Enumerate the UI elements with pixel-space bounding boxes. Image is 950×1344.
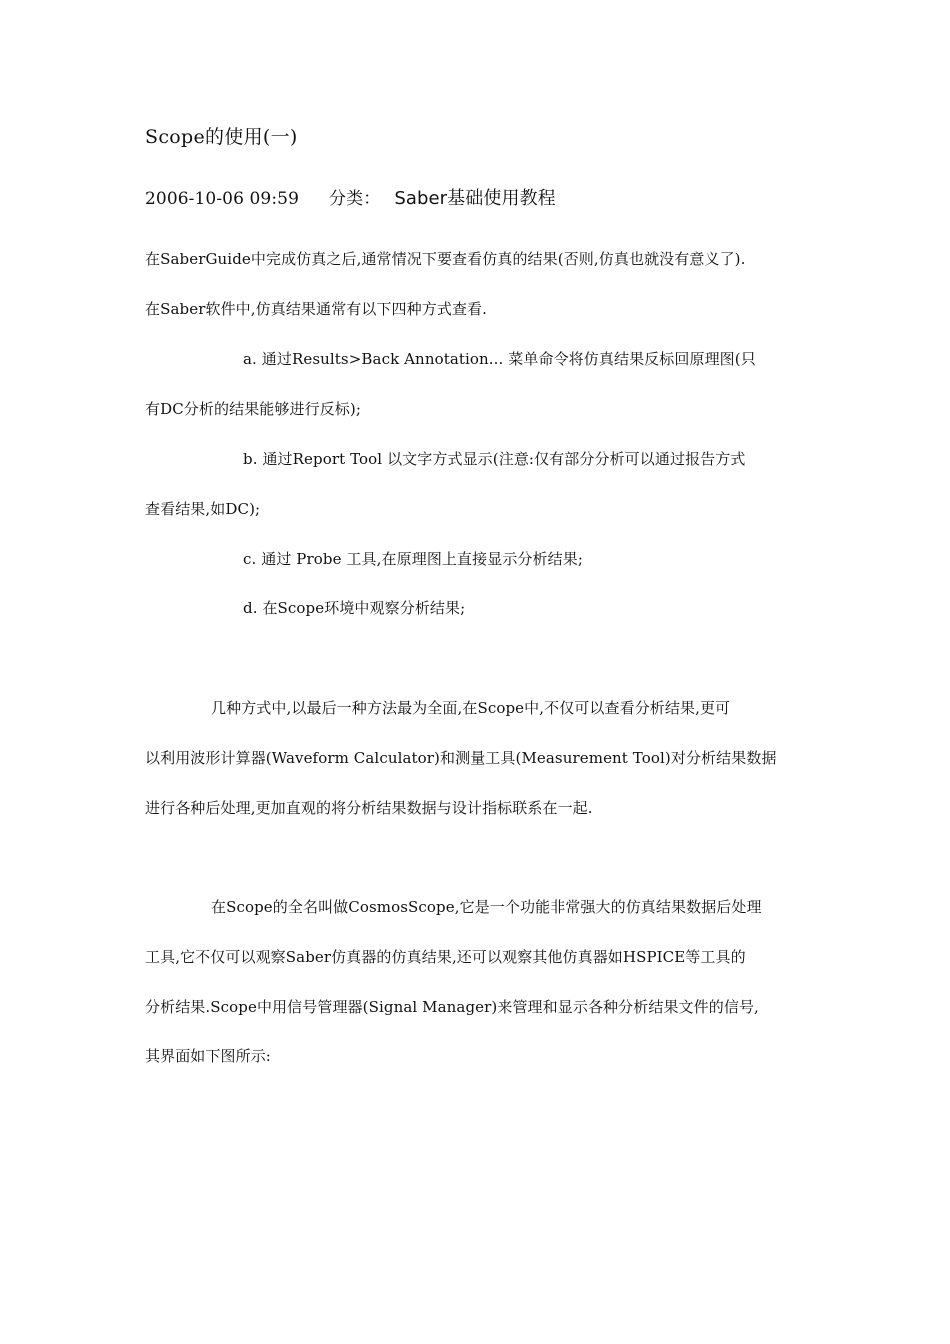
paragraph-line: 其界面如下图所示: bbox=[145, 1047, 271, 1065]
list-item-b: b. 通过Report Tool 以文字方式显示(注意:仅有部分分析可以通过报告方式 bbox=[243, 450, 746, 468]
paragraph-line: 几种方式中,以最后一种方法最为全面,在Scope中,不仅可以查看分析结果,更可 bbox=[211, 699, 731, 717]
paragraph-line: 在Scope的全名叫做CosmosScope,它是一个功能非常强大的仿真结果数据后处理 bbox=[211, 898, 762, 916]
paragraph-line: 在Saber软件中,仿真结果通常有以下四种方式查看. bbox=[145, 300, 488, 318]
list-item-d: d. 在Scope环境中观察分析结果; bbox=[243, 599, 466, 617]
list-item-c: c. 通过 Probe 工具,在原理图上直接显示分析结果; bbox=[243, 550, 583, 568]
paragraph-line: 以利用波形计算器(Waveform Calculator)和测量工具(Measurement Tool)对分析结果数据 bbox=[145, 749, 777, 767]
article-date: 2006-10-06 09:59 bbox=[145, 189, 300, 209]
list-item-a: a. 通过Results>Back Annotation... 菜单命令将仿真结果反标回原理图(只 bbox=[243, 350, 756, 368]
paragraph-line: 工具,它不仅可以观察Saber仿真器的仿真结果,还可以观察其他仿真器如HSPICE等工具的 bbox=[145, 948, 746, 966]
article-meta bbox=[145, 187, 556, 211]
article-title: Scope的使用(一) bbox=[145, 126, 298, 148]
list-item-b-continuation: 查看结果,如DC); bbox=[145, 500, 261, 518]
category-link[interactable]: Saber基础使用教程 bbox=[394, 188, 556, 209]
paragraph-line: 分析结果.Scope中用信号管理器(Signal Manager)来管理和显示各种分析结果文件的信号, bbox=[145, 998, 759, 1016]
list-item-a-continuation: 有DC分析的结果能够进行反标); bbox=[145, 400, 362, 418]
category-label: 分类： bbox=[329, 189, 381, 209]
paragraph-line: 进行各种后处理,更加直观的将分析结果数据与设计指标联系在一起. bbox=[145, 799, 593, 817]
paragraph-line: 在SaberGuide中完成仿真之后,通常情况下要查看仿真的结果(否则,仿真也就没有意义了). bbox=[145, 250, 746, 268]
